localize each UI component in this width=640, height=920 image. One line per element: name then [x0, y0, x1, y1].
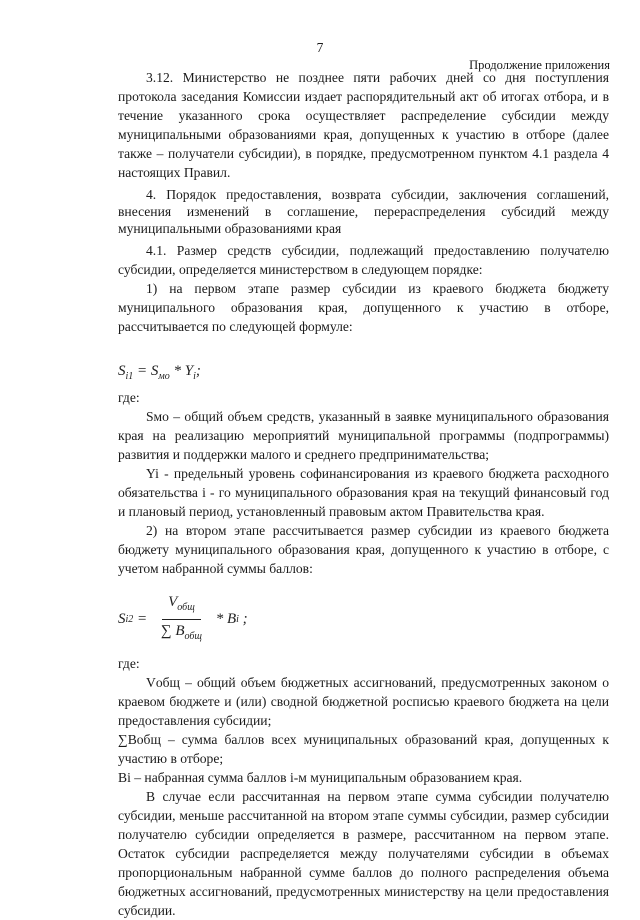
sumb-definition: ∑Bобщ – сумма баллов всех муниципальных образований края, допущенных к участию в отборе; [118, 732, 609, 766]
formula-step-2: S i2 = $\frac{V_{общ}}{\sum B_{общ}}$ * B i ; [118, 594, 609, 644]
final-paragraph: В случае если рассчитанная на первом этапе сумма субсидии получателю субсидии, меньше рассчитанной на втором этапе суммы субсидии, размер субсидии получателю субсидии определяется в размере, рассчитанном на первом этапе. Остаток субсидии распределяется между получателями субсидии в объемах пропорциональным набранной сумме баллов до полного распределения объема бюджетных ассигнований, предусмотренных министерству на цели предоставления субсидии. [118, 789, 609, 918]
smo-definition: Sмо – общий объем средств, указанный в заявке муниципального образования края на реализацию мероприятий муниципальной программы (подпрограммы) развития и поддержки малого и среднего предпринимательства; [118, 409, 609, 462]
fraction: $\frac{V_{общ}}{\sum B_{общ}}$ [160, 593, 202, 642]
step-2-text: 2) на втором этапе рассчитывается размер субсидии из краевого бюджета бюджету муниципального образования края, допущенного к участию в отборе, с учетом набранной суммы баллов: [118, 523, 609, 576]
yi-definition: Yi - предельный уровень софинансирования из краевого бюджета расходного обязательства i - го муниципального образования края на текущий финансовый год и плановый период, установленный правовым актом Правительства края. [118, 466, 609, 519]
page-number: 7 [316, 40, 324, 55]
where-label-1: где: [118, 390, 140, 405]
where-label-2: где: [118, 656, 140, 671]
bi-definition: Bi – набранная сумма баллов i-м муниципальным образованием края. [118, 770, 523, 785]
section-4-heading: 4. Порядок предоставления, возврата субсидии, заключения соглашений, внесения изменений в соглашение, перераспределения субсидий между муниципальными образованиями края [118, 187, 609, 236]
paragraph-3-12: 3.12. Министерство не позднее пяти рабочих дней со дня поступления протокола заседания Комиссии издает распорядительный акт об итогах отбора, и в течение указанного срока осуществляет распределение субсидии между муниципальными образованиями края, допущенных к участию в отборе (далее также – получатели субсидии), в порядке, предусмотренном пунктом 4.1 раздела 4 настоящих Правил. [118, 70, 609, 180]
formula-step-1: $S_{i1} = S_{мо} * Y_i$; [118, 363, 201, 382]
paragraph-4-1: 4.1. Размер средств субсидии, подлежащий предоставлению получателю субсидии, определяется министерством в следующем порядке: [118, 243, 609, 277]
step-1-text: 1) на первом этапе размер субсидии из краевого бюджета бюджету муниципального образования края, допущенного к участию в отборе, рассчитывается по следующей формуле: [118, 281, 609, 334]
vobsh-definition: Vобщ – общий объем бюджетных ассигнований, предусмотренных законом о краевом бюджете и (или) сводной бюджетной росписью краевого бюджета на цели предоставления субсидии; [118, 675, 609, 728]
annex-label: Продолжение приложения [469, 58, 610, 72]
document-body [118, 68, 609, 920]
